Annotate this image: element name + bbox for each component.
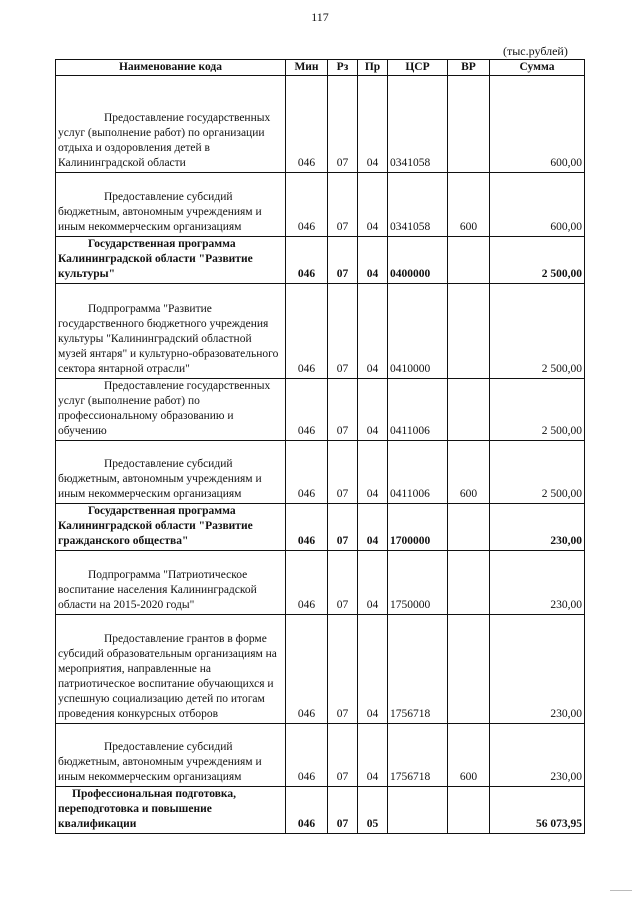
row-pr: 04	[358, 615, 388, 724]
row-csr: 1750000	[388, 551, 448, 615]
header-row	[56, 60, 585, 76]
row-min: 046	[286, 379, 328, 441]
row-rz: 07	[328, 173, 358, 237]
row-name: Профессиональная подготовка, переподготовка и повышение квалификации	[56, 787, 286, 834]
row-name: Предоставление государственных услуг (выполнение работ) по организации отдыха и оздоровления детей в Калининградской области	[56, 76, 286, 173]
row-vr	[448, 551, 490, 615]
row-vr: 600	[448, 724, 490, 787]
row-sum: 2 500,00	[490, 379, 585, 441]
table-row	[56, 441, 585, 504]
row-sum: 230,00	[490, 504, 585, 551]
row-pr: 04	[358, 76, 388, 173]
row-csr: 0341058	[388, 76, 448, 173]
row-min: 046	[286, 787, 328, 834]
row-vr	[448, 787, 490, 834]
row-vr	[448, 284, 490, 379]
table-row	[56, 504, 585, 551]
row-pr: 04	[358, 379, 388, 441]
row-min: 046	[286, 441, 328, 504]
row-min: 046	[286, 615, 328, 724]
table-row	[56, 551, 585, 615]
row-csr: 0410000	[388, 284, 448, 379]
row-pr: 04	[358, 724, 388, 787]
row-csr: 1756718	[388, 724, 448, 787]
row-vr	[448, 504, 490, 551]
row-csr: 0411006	[388, 379, 448, 441]
row-vr: 600	[448, 173, 490, 237]
row-rz: 07	[328, 284, 358, 379]
row-vr	[448, 379, 490, 441]
row-sum: 2 500,00	[490, 237, 585, 284]
row-pr: 05	[358, 787, 388, 834]
row-min: 046	[286, 237, 328, 284]
header-vr: ВР	[448, 60, 490, 76]
table-row	[56, 173, 585, 237]
row-csr: 0411006	[388, 441, 448, 504]
row-rz: 07	[328, 441, 358, 504]
page-number: 117	[311, 10, 329, 24]
row-name: Предоставление грантов в форме субсидий образовательным организациям на мероприятия, направленные на патриотическое воспитание обучающихся и успешную социализацию детей по итогам проведения конкурсных отборов	[56, 615, 286, 724]
table-row	[56, 76, 585, 173]
scan-mark	[610, 890, 632, 891]
row-pr: 04	[358, 173, 388, 237]
row-sum: 2 500,00	[490, 284, 585, 379]
row-name: Предоставление государственных услуг (выполнение работ) по профессиональному образованию и обучению	[56, 379, 286, 441]
row-csr: 1700000	[388, 504, 448, 551]
row-vr	[448, 615, 490, 724]
row-vr	[448, 237, 490, 284]
row-name: Государственная программа Калининградской области "Развитие культуры"	[56, 237, 286, 284]
row-min: 046	[286, 551, 328, 615]
row-pr: 04	[358, 551, 388, 615]
row-csr: 0400000	[388, 237, 448, 284]
table-row	[56, 615, 585, 724]
row-rz: 07	[328, 615, 358, 724]
header-name: Наименование кода	[56, 60, 286, 76]
row-sum: 230,00	[490, 551, 585, 615]
row-pr: 04	[358, 441, 388, 504]
row-min: 046	[286, 76, 328, 173]
row-sum: 230,00	[490, 724, 585, 787]
row-sum: 2 500,00	[490, 441, 585, 504]
row-name: Предоставление субсидий бюджетным, автономным учреждениям и иным некоммерческим организациям	[56, 173, 286, 237]
row-pr: 04	[358, 237, 388, 284]
header-rz: Рз	[328, 60, 358, 76]
header-min: Мин	[286, 60, 328, 76]
row-rz: 07	[328, 504, 358, 551]
table-row	[56, 724, 585, 787]
row-csr: 0341058	[388, 173, 448, 237]
budget-table	[55, 59, 585, 834]
row-min: 046	[286, 284, 328, 379]
row-rz: 07	[328, 787, 358, 834]
row-name: Подпрограмма "Патриотическое воспитание населения Калининградской области на 2015-2020 годы"	[56, 551, 286, 615]
row-rz: 07	[328, 724, 358, 787]
row-sum: 56 073,95	[490, 787, 585, 834]
row-rz: 07	[328, 237, 358, 284]
row-name: Предоставление субсидий бюджетным, автономным учреждениям и иным некоммерческим организациям	[56, 724, 286, 787]
table-row	[56, 379, 585, 441]
header-csr: ЦСР	[388, 60, 448, 76]
header-sum: Сумма	[490, 60, 585, 76]
row-name: Подпрограмма "Развитие государственного бюджетного учреждения культуры "Калининградский областной музей янтаря" и культурно-образовательного сектора янтарной отрасли"	[56, 284, 286, 379]
row-min: 046	[286, 724, 328, 787]
row-vr	[448, 76, 490, 173]
table-row	[56, 237, 585, 284]
row-sum: 600,00	[490, 173, 585, 237]
row-rz: 07	[328, 379, 358, 441]
table-row	[56, 787, 585, 834]
row-sum: 230,00	[490, 615, 585, 724]
row-csr: 1756718	[388, 615, 448, 724]
row-min: 046	[286, 504, 328, 551]
header-pr: Пр	[358, 60, 388, 76]
row-rz: 07	[328, 551, 358, 615]
row-csr	[388, 787, 448, 834]
row-pr: 04	[358, 504, 388, 551]
row-pr: 04	[358, 284, 388, 379]
row-vr: 600	[448, 441, 490, 504]
row-name: Государственная программа Калининградской области "Развитие гражданского общества"	[56, 504, 286, 551]
table-row	[56, 284, 585, 379]
row-min: 046	[286, 173, 328, 237]
row-rz: 07	[328, 76, 358, 173]
unit-label: (тыс.рублей)	[503, 44, 568, 58]
row-sum: 600,00	[490, 76, 585, 173]
row-name: Предоставление субсидий бюджетным, автономным учреждениям и иным некоммерческим организациям	[56, 441, 286, 504]
